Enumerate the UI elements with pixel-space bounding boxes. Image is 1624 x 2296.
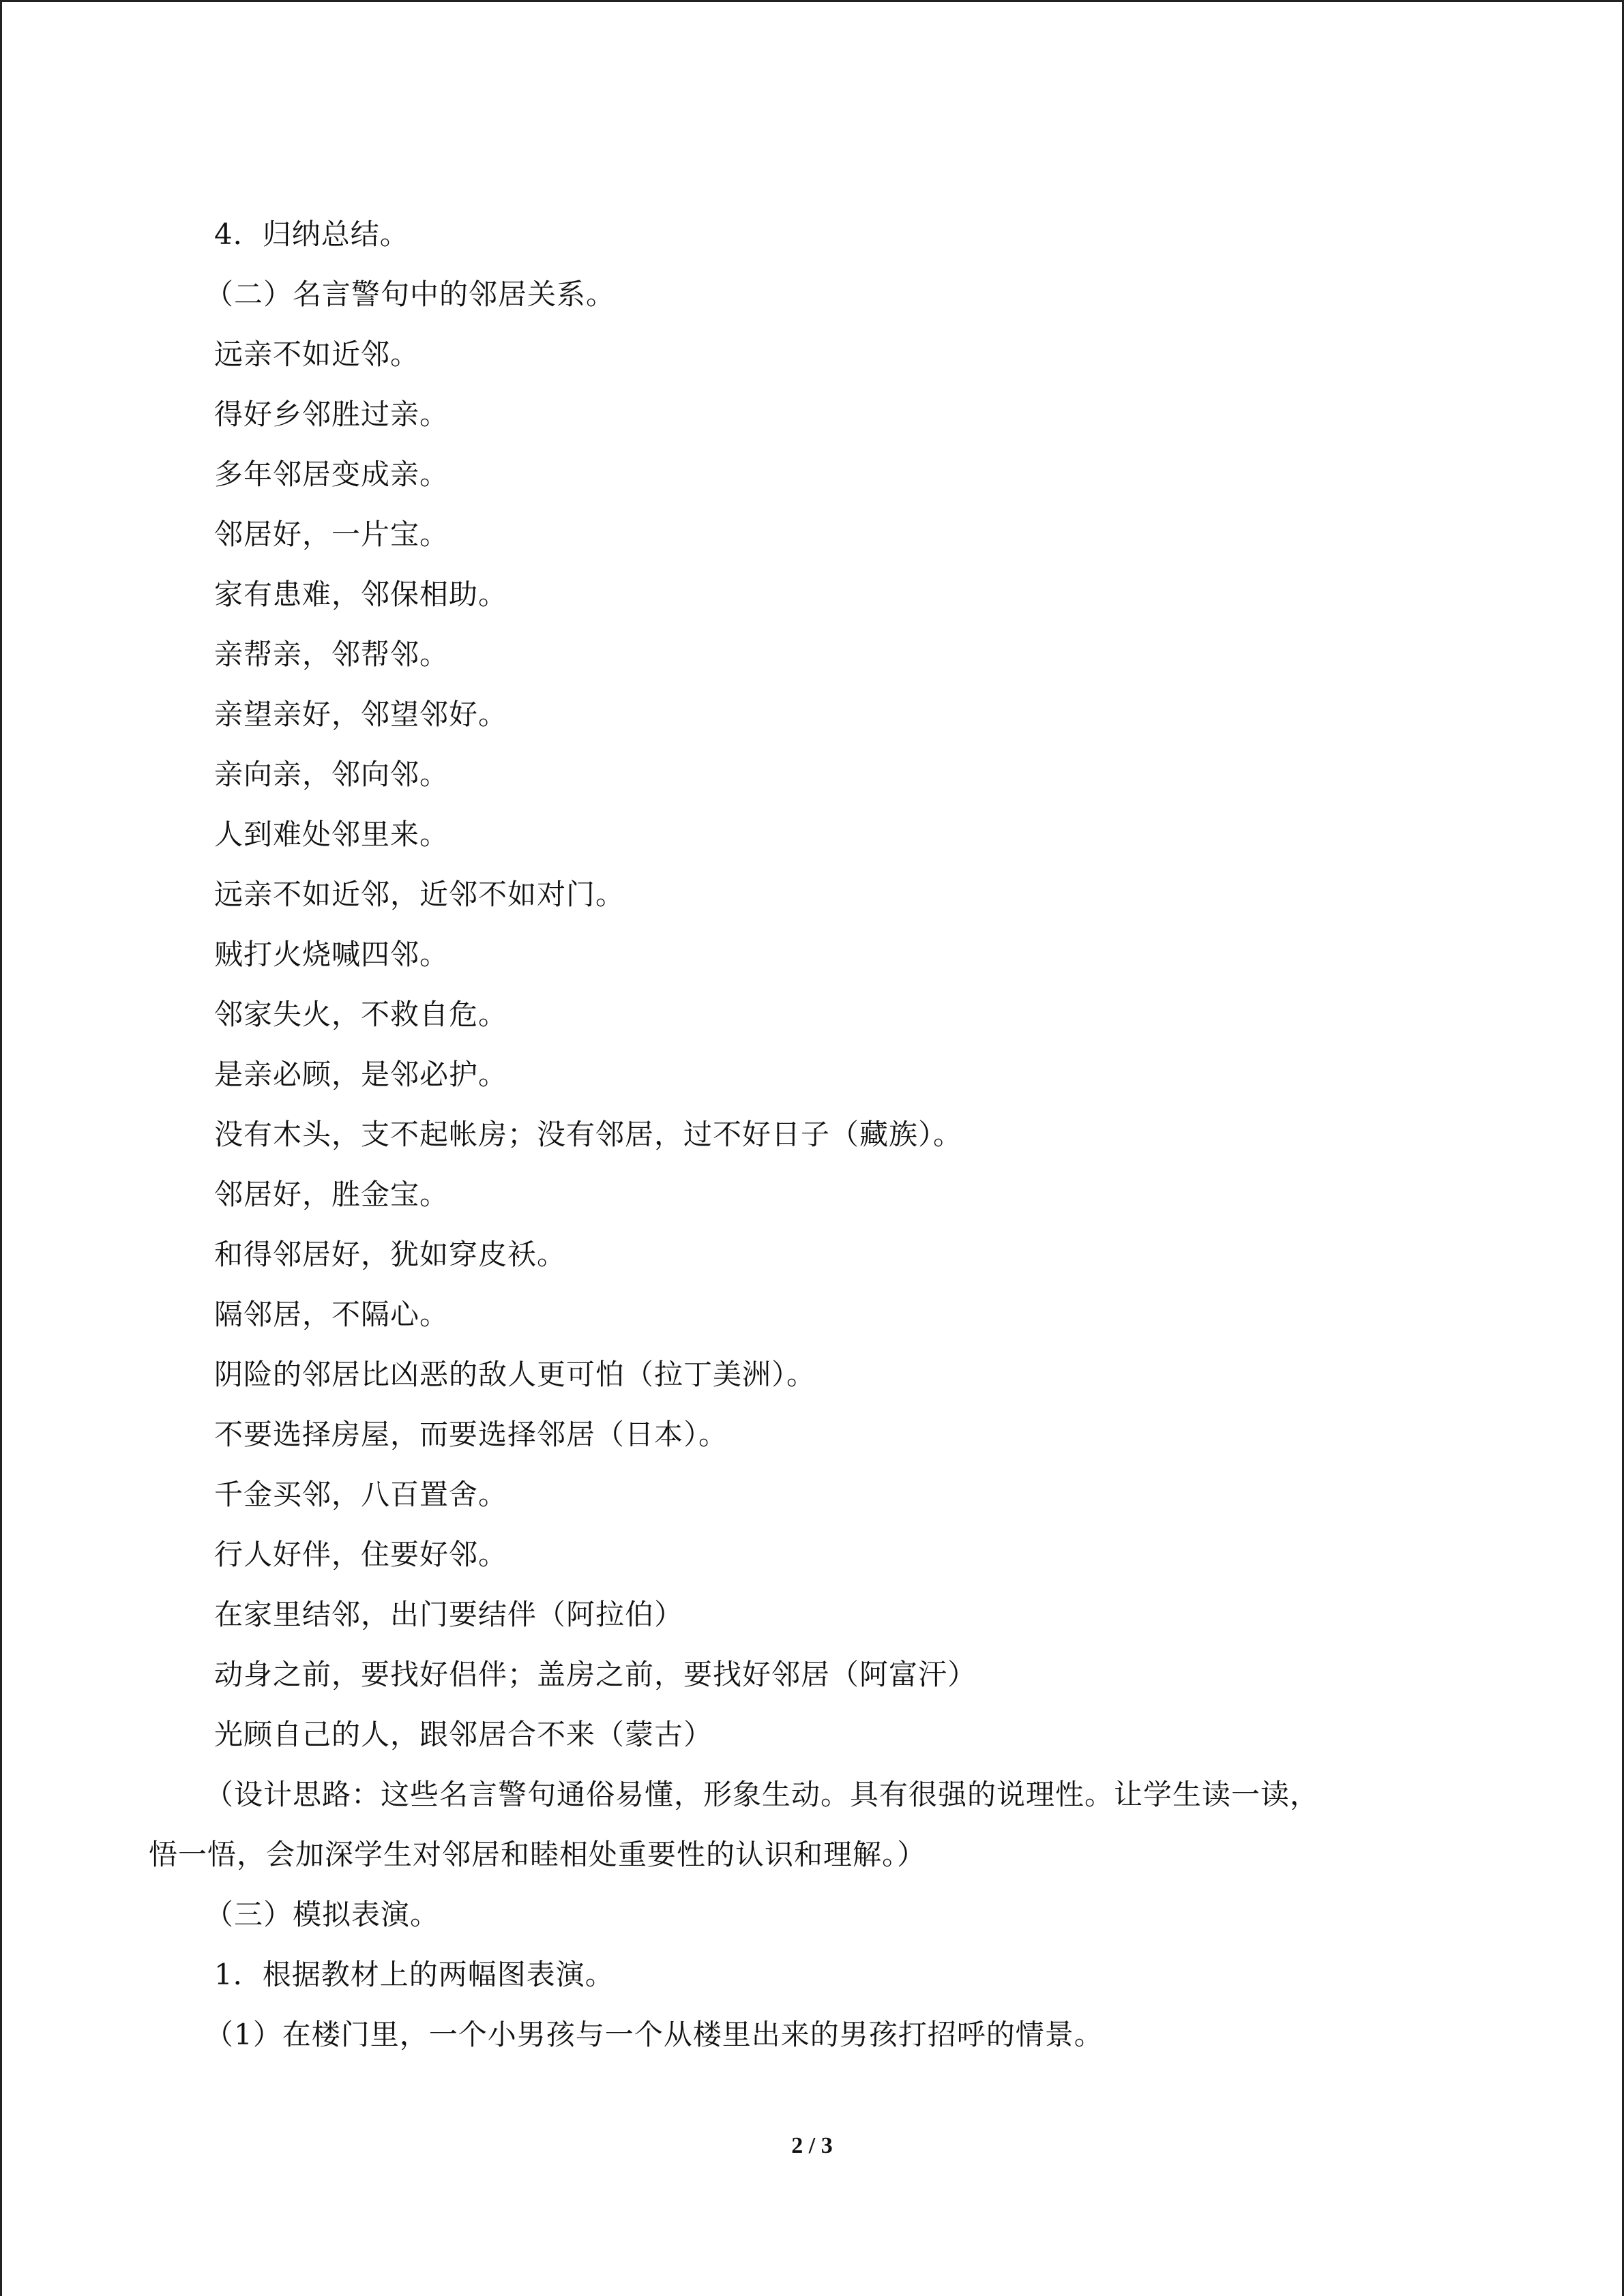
proverb-line: 千金买邻，八百置舍。 (214, 1478, 508, 1511)
page-border-top (0, 0, 1624, 2)
page-border-left (0, 0, 2, 2296)
proverb-line: 亲向亲，邻向邻。 (214, 758, 449, 791)
section-item-summary: 4．归纳总结。 (214, 218, 409, 251)
section-heading-roleplay: （三）模拟表演。 (205, 1898, 440, 1931)
proverb-line: 邻居好，一片宝。 (214, 518, 449, 551)
proverb-line: 远亲不如近邻。 (214, 338, 420, 371)
proverb-line: 是亲必顾，是邻必护。 (214, 1058, 508, 1091)
proverb-line: 在家里结邻，出门要结伴（阿拉伯） (214, 1598, 684, 1631)
proverb-line: 阴险的邻居比凶恶的敌人更可怕（拉丁美洲）。 (214, 1358, 816, 1391)
proverb-line: 人到难处邻里来。 (214, 818, 449, 851)
proverb-line: 贼打火烧喊四邻。 (214, 938, 449, 971)
document-body (149, 205, 1458, 2065)
proverb-line: 远亲不如近邻，近邻不如对门。 (214, 878, 625, 911)
roleplay-subitem-1: （1）在楼门里，一个小男孩与一个从楼里出来的男孩打招呼的情景。 (205, 2018, 1104, 2051)
proverb-line: 动身之前，要找好侣伴；盖房之前，要找好邻居（阿富汗） (214, 1658, 977, 1691)
proverb-line: 得好乡邻胜过亲。 (214, 398, 449, 431)
proverb-line: 行人好伴，住要好邻。 (214, 1538, 508, 1571)
proverb-line: 多年邻居变成亲。 (214, 458, 449, 491)
roleplay-item-1: 1．根据教材上的两幅图表演。 (214, 1958, 615, 1991)
proverb-line: 不要选择房屋，而要选择邻居（日本）。 (214, 1418, 728, 1451)
proverb-line: 邻居好，胜金宝。 (214, 1178, 449, 1211)
design-note-line-1: （设计思路：这些名言警句通俗易懂，形象生动。具有很强的说理性。让学生读一读， (205, 1778, 1320, 1811)
proverb-line: 隔邻居，不隔心。 (214, 1298, 449, 1331)
proverb-line: 亲帮亲，邻帮邻。 (214, 638, 449, 671)
proverb-line: 没有木头，支不起帐房；没有邻居，过不好日子（藏族）。 (214, 1118, 963, 1151)
proverb-line: 家有患难，邻保相助。 (214, 578, 508, 611)
proverb-line: 邻家失火，不救自危。 (214, 998, 508, 1031)
proverb-line: 亲望亲好，邻望邻好。 (214, 698, 508, 731)
proverb-line: 光顾自己的人，跟邻居合不来（蒙古） (214, 1718, 713, 1751)
page-number: 2 / 3 (791, 2133, 833, 2158)
section-heading-proverbs: （二）名言警句中的邻居关系。 (205, 278, 616, 311)
design-note-line-2: 悟一悟，会加深学生对邻居和睦相处重要性的认识和理解。） (149, 1838, 927, 1871)
proverb-line: 和得邻居好，犹如穿皮袄。 (214, 1238, 567, 1271)
